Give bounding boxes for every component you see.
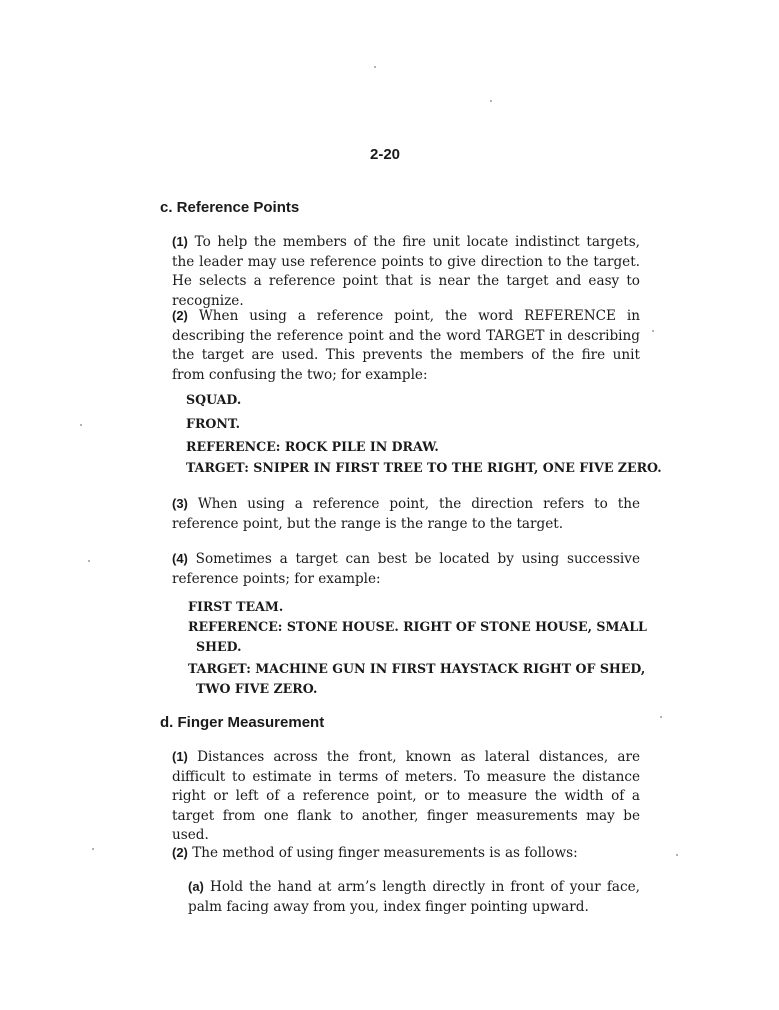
section-d-paragraph-2 — [172, 843, 640, 864]
example-command-line: FRONT. — [186, 416, 241, 431]
example-command-line: TWO FIVE ZERO. — [196, 681, 318, 696]
paragraph-text: When using a reference point, the direction refers to the reference point, but the range is the range to the target. — [172, 496, 640, 532]
section-d-paragraph-1 — [172, 747, 640, 846]
scan-speck — [652, 330, 654, 332]
section-d-subparagraph-a — [188, 877, 640, 917]
example-command-line: TARGET: SNIPER IN FIRST TREE TO THE RIGHT, ONE FIVE ZERO. — [186, 460, 662, 475]
example-command-line: REFERENCE: ROCK PILE IN DRAW. — [186, 439, 439, 454]
paragraph-text: Distances across the front, known as lateral distances, are difficult to estimate in terms of meters. To measure the distance right or left of a reference point, or to measure the width of a target from one flank to another, finger measurements may be used. — [172, 749, 640, 843]
paragraph-number: (1) — [172, 749, 188, 764]
paragraph-number: (2) — [172, 845, 188, 860]
paragraph-text: Hold the hand at arm’s length directly in front of your face, palm facing away from you, index finger pointing upward. — [188, 879, 640, 915]
scan-speck — [676, 854, 678, 856]
section-c-heading: c. Reference Points — [160, 199, 300, 216]
example-command-line: TARGET: MACHINE GUN IN FIRST HAYSTACK RIGHT OF SHED, — [188, 661, 646, 676]
paragraph-text: When using a reference point, the word REFERENCE in describing the reference point and the word TARGET in describing the target are used. This prevents the members of the fire unit from confusing the two; for example: — [172, 308, 641, 383]
paragraph-number: (4) — [172, 551, 188, 566]
paragraph-text: The method of using finger measurements is as follows: — [192, 845, 578, 861]
paragraph-text: Sometimes a target can best be located by using successive reference points; for example: — [172, 551, 640, 587]
scan-speck — [490, 100, 492, 102]
scan-speck — [88, 560, 90, 562]
section-d-heading: d. Finger Measurement — [160, 714, 325, 731]
paragraph-text: To help the members of the fire unit locate indistinct targets, the leader may use reference points to give direction to the target. He selects a reference point that is near the target and easy to recognize. — [172, 234, 640, 309]
paragraph-number: (a) — [188, 879, 204, 894]
section-c-paragraph-3 — [172, 494, 640, 534]
example-command-line: SHED. — [196, 639, 242, 654]
example-command-line: REFERENCE: STONE HOUSE. RIGHT OF STONE HOUSE, SMALL — [188, 619, 647, 634]
scan-speck — [92, 848, 94, 850]
scan-speck — [80, 424, 82, 426]
example-command-line: SQUAD. — [186, 392, 242, 407]
paragraph-number: (3) — [172, 496, 188, 511]
scan-speck — [374, 66, 376, 68]
scan-speck — [660, 716, 662, 718]
section-c-paragraph-4 — [172, 549, 640, 589]
section-c-paragraph-1 — [172, 232, 640, 311]
example-command-line: FIRST TEAM. — [188, 599, 284, 614]
paragraph-number: (1) — [172, 234, 188, 249]
paragraph-number: (2) — [172, 308, 188, 323]
section-c-paragraph-2 — [172, 306, 640, 385]
page-number: 2-20 — [370, 146, 401, 163]
